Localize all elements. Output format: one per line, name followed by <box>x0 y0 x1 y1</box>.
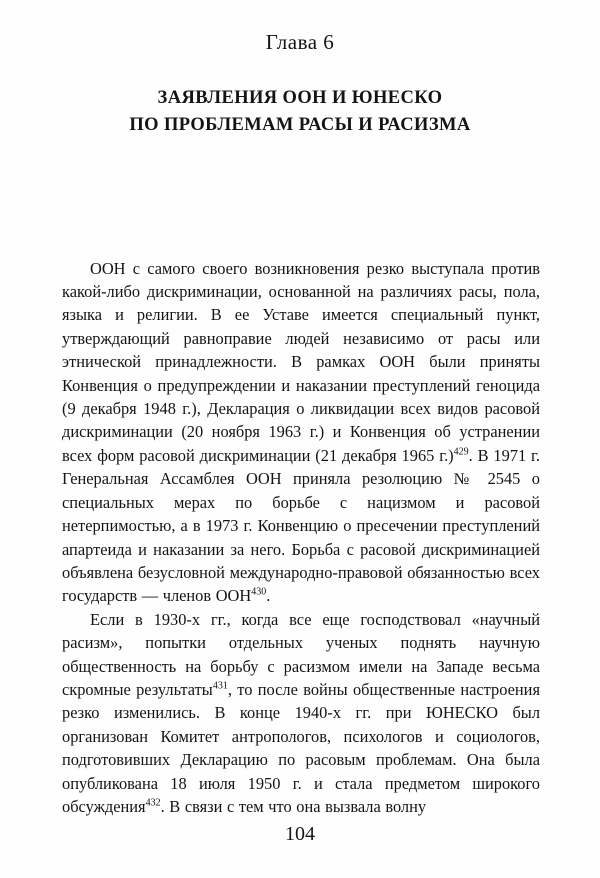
footnote-reference: 430 <box>251 586 267 598</box>
body-text <box>62 257 540 819</box>
chapter-title-line2: ПО ПРОБЛЕМАМ РАСЫ И РАСИЗМА <box>129 114 471 135</box>
chapter-title-line1: ЗАЯВЛЕНИЯ ООН И ЮНЕСКО <box>157 88 443 108</box>
footnote-reference: 432 <box>145 797 161 809</box>
paragraph-text: . В связи с тем что она вызвала волну <box>160 796 427 816</box>
paragraph <box>62 257 540 608</box>
paragraph-text: Если в 1930-х гг., когда все еще господствовал «научный расизм», попытки отдельных ученых поднять научную общественность на борьбу с расизмом имели на Западе весьма скромные результаты <box>62 609 540 699</box>
footnote-reference: 429 <box>453 446 469 458</box>
paragraph-text: . В 1971 г. Генеральная Ассамблея ООН приняла резолюцию № 2545 о специальных мерах по борьбе с нацизмом и расовой нетерпимостью, а в 1973 г. Конвенцию о пресечении преступлений апартеида и наказании за него. Борьба с расовой дискриминацией объявлена безусловной международно-правовой обязанностью всех государств — членов ООН <box>62 445 540 606</box>
page-number: 104 <box>285 823 315 845</box>
paragraph-text: ООН с самого своего возникновения резко выступала против какой-либо дискриминации, основанной на различиях расы, пола, языка и религии. В ее Уставе имеется специальный пункт, утверждающий равноправие людей независимо от расы или этнической принадлежности. В рамках ООН были приняты Конвенция о предупреждении и наказании преступлений геноцида (9 декабря 1948 г.), Декларация о ликвидации всех видов расовой дискриминации (20 ноября 1963 г.) и Конвенция об устранении всех форм расовой дискриминации (21 декабря 1965 г.) <box>62 258 540 465</box>
chapter-title <box>40 85 560 139</box>
paragraph-text: . <box>266 586 271 606</box>
chapter-heading: Глава 6 <box>265 30 335 54</box>
paragraph <box>62 608 540 819</box>
paragraph-text: , то после войны общественные настроения резко изменились. В конце 1940-х гг. при ЮНЕСКО был организован Комитет антропологов, психологов и социологов, подготовивших Декларацию по расовым проблемам. Она была опубликована 18 июля 1950 г. и стала предметом широкого обсуждения <box>62 679 540 816</box>
footnote-reference: 431 <box>212 680 228 692</box>
